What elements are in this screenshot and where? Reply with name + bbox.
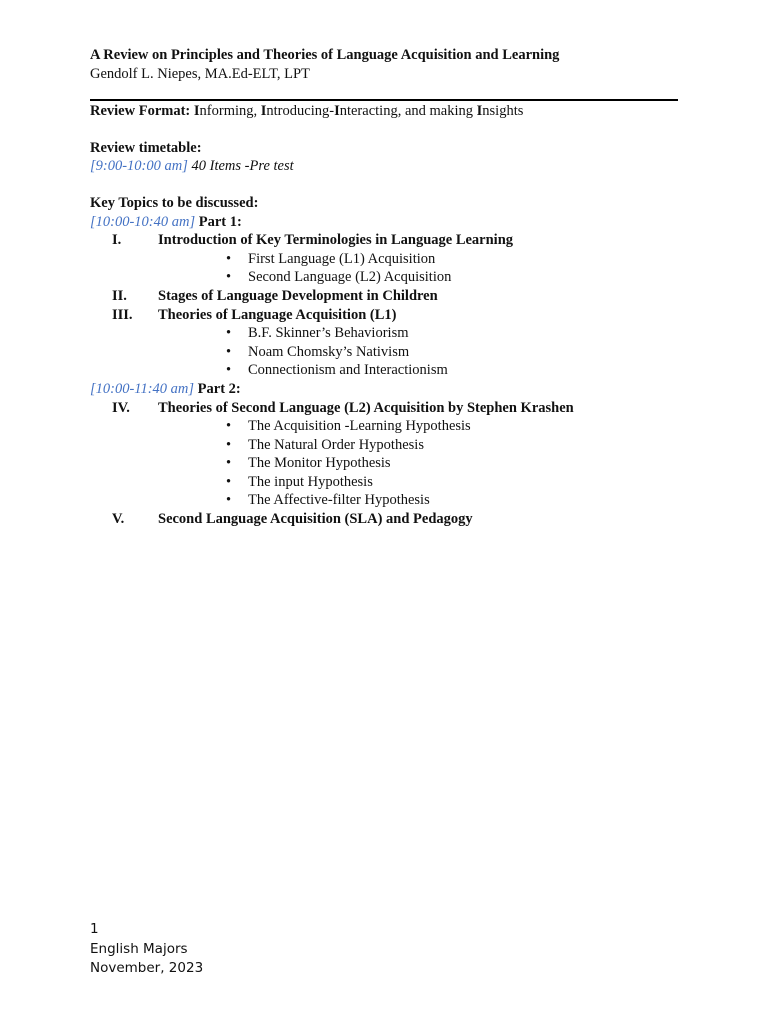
list-item-text: Noam Chomsky’s Nativism (248, 343, 410, 360)
page-number: 1 (90, 921, 99, 937)
section-heading (90, 287, 690, 306)
section-heading (90, 306, 690, 325)
section-title: Stages of Language Development in Children (158, 287, 438, 304)
list-item (90, 250, 690, 269)
list-item-text: The Natural Order Hypothesis (248, 436, 424, 453)
document-body (90, 46, 690, 529)
spacer (90, 176, 690, 194)
section-number: III. (112, 306, 133, 323)
part-2-line (90, 380, 690, 399)
list-item-text: The input Hypothesis (248, 473, 373, 490)
list-item-text: Connectionism and Interactionism (248, 362, 448, 379)
section-number: V. (112, 511, 125, 528)
format-initial: I (260, 103, 267, 120)
format-initial: I (476, 103, 483, 120)
list-item (90, 343, 690, 362)
bullet-icon: • (226, 492, 232, 509)
list-item (90, 324, 690, 343)
format-initial: I (193, 103, 200, 120)
part-label: Part 2: (194, 380, 241, 397)
list-item (90, 436, 690, 455)
format-text: nforming, (199, 103, 261, 120)
list-item (90, 473, 690, 492)
section-title: Theories of Language Acquisition (L1) (158, 306, 397, 323)
footer-line-1: English Majors (90, 940, 188, 957)
bullet-icon: • (226, 325, 232, 342)
bullet-list (90, 250, 690, 287)
bullet-icon: • (226, 436, 232, 453)
time-label: [9:00-10:00 am] (90, 158, 188, 175)
bullet-list (90, 417, 690, 510)
list-item-text: B.F. Skinner’s Behaviorism (248, 325, 409, 342)
part-label: Part 1: (195, 213, 242, 230)
section-heading (90, 231, 690, 250)
topics-heading: Key Topics to be discussed: (90, 194, 259, 211)
list-item-text: First Language (L1) Acquisition (248, 250, 436, 267)
section-title: Theories of Second Language (L2) Acquisition by Stephen Krashen (158, 399, 574, 416)
bullet-icon: • (226, 362, 232, 379)
review-format-label: Review Format: (90, 103, 194, 120)
timetable-item: 40 Items -Pre test (187, 158, 294, 175)
bullet-icon: • (226, 418, 232, 435)
list-item (90, 491, 690, 510)
time-label: [10:00-11:40 am] (90, 380, 195, 397)
format-text: nteracting, and making (339, 103, 477, 120)
list-item-text: The Acquisition -Learning Hypothesis (248, 418, 471, 435)
part-1-line (90, 213, 690, 232)
timetable-line (90, 157, 690, 176)
format-text: ntroducing- (266, 103, 335, 120)
bullet-list (90, 324, 690, 380)
time-label: [10:00-10:40 am] (90, 213, 196, 230)
bullet-icon: • (226, 250, 232, 267)
spacer (90, 121, 690, 139)
list-item-text: Second Language (L2) Acquisition (248, 269, 452, 286)
review-format-line (90, 102, 690, 121)
list-item-text: The Affective-filter Hypothesis (248, 492, 430, 509)
horizontal-rule (90, 99, 678, 101)
list-item-text: The Monitor Hypothesis (248, 455, 391, 472)
list-item (90, 361, 690, 380)
document-author: Gendolf L. Niepes, MA.Ed-ELT, LPT (90, 65, 310, 82)
document-title: A Review on Principles and Theories of Language Acquisition and Learning (90, 47, 560, 63)
page-footer (90, 920, 203, 979)
section-number: II. (112, 287, 127, 304)
bullet-icon: • (226, 473, 232, 490)
bullet-icon: • (226, 269, 232, 286)
format-initial: I (334, 103, 340, 120)
section-number: I. (112, 232, 122, 249)
section-title: Second Language Acquisition (SLA) and Pedagogy (158, 511, 473, 528)
footer-line-2: November, 2023 (90, 960, 204, 976)
bullet-icon: • (226, 343, 232, 360)
list-item (90, 268, 690, 287)
section-number: IV. (112, 399, 130, 416)
section-heading (90, 399, 690, 418)
list-item (90, 454, 690, 473)
bullet-icon: • (226, 455, 232, 472)
format-text: nsights (482, 103, 524, 120)
section-title: Introduction of Key Terminologies in Language Learning (158, 232, 514, 249)
list-item (90, 417, 690, 436)
timetable-heading: Review timetable: (90, 139, 202, 156)
section-heading (90, 510, 690, 529)
